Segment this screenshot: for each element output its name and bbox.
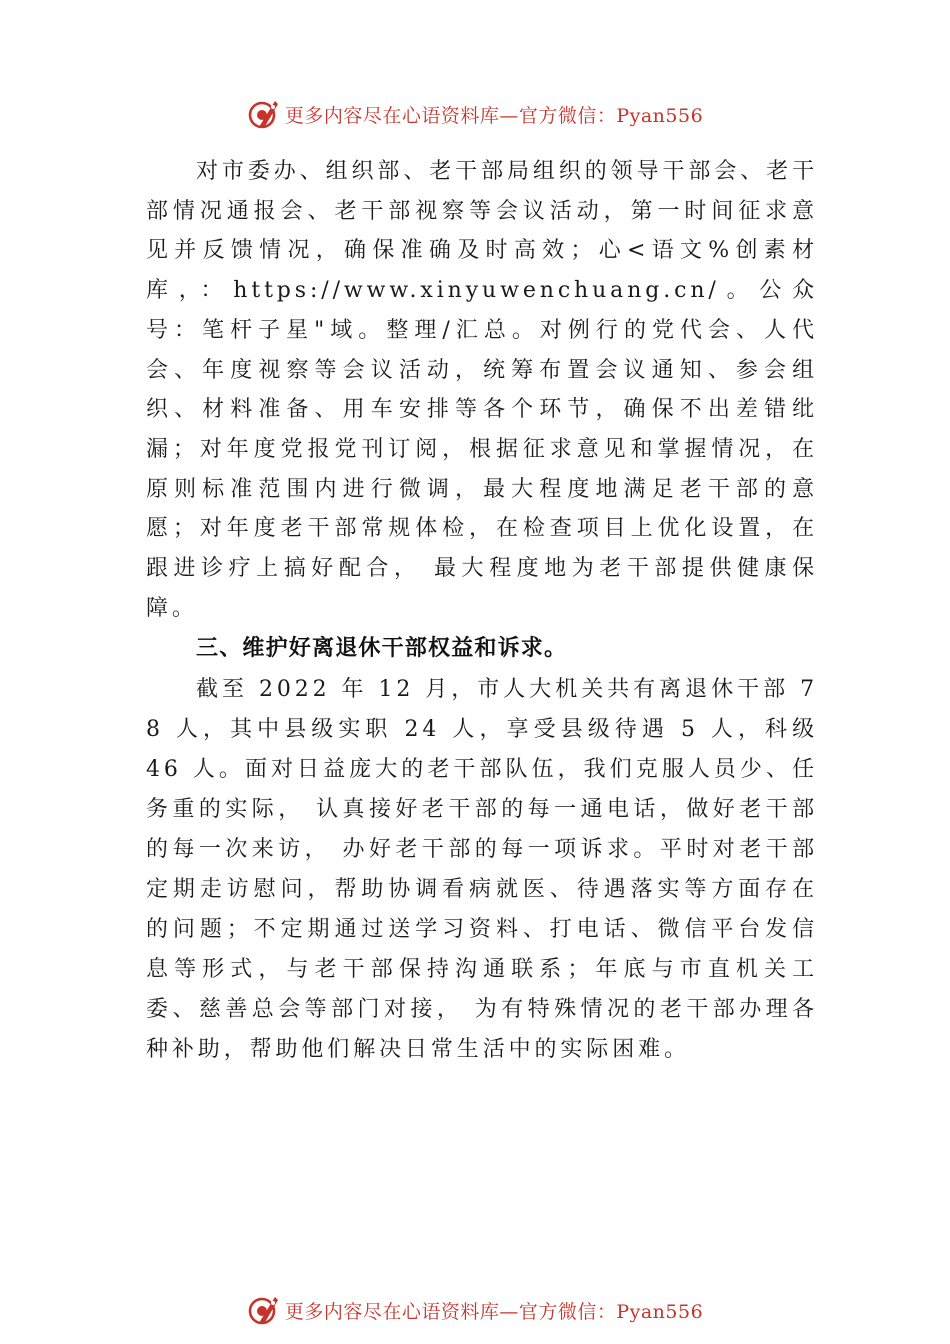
footer-brand-text: 更多内容尽在心语资料库—官方微信：Pyan556 [284, 1300, 704, 1323]
paragraph-meetings: 对市委办、组织部、老干部局组织的领导干部会、老干部情况通报会、老干部视察等会议活动，第一时间征求意见并反馈情况，确保准确及时高效；心<语文%创素材库，：https://www.xinyuwenchuang.cn/。公众号：笔杆子星"域。整理/汇总。对例行的党代会、人代会、年度视察等会议活动，统筹布置会议通知、参会组织、材料准备、用车安排等各个环节，确保不出差错纰漏；对年度党报党刊订阅，根据征求意见和掌握情况，在原则标准范围内进行微调，最大程度地满足老干部的意愿；对年度老干部常规体检，在检查项目上优化设置，在跟进诊疗上搞好配合， 最大程度地为老干部提供健康保障。 [146, 159, 818, 621]
pen-nib-logo-icon [247, 97, 281, 131]
pen-nib-logo-icon [247, 1293, 281, 1327]
paragraph-retirees: 截至 2022 年 12 月，市人大机关共有离退休干部 78 人，其中县级实职 24 人，享受县级待遇 5 人，科级 46 人。面对日益庞大的老干部队伍，我们克服人员少、任务重的实际， 认真接好老干部的每一通电话，做好老干部的每一次来访， 办好老干部的每一项诉求。平时对老干部定期走访慰问，帮助协调看病就医、待遇落实等方面存在的问题；不定期通过送学习资料、打电话、微信平台发信息等形式，与老干部保持沟通联系；年底与市直机关工委、慈善总会等部门对接， 为有特殊情况的老干部办理各种补助，帮助他们解决日常生活中的实际困难。 [146, 677, 818, 1063]
document-body [146, 152, 818, 1070]
header-brand-text: 更多内容尽在心语资料库—官方微信：Pyan556 [284, 104, 704, 127]
footer-banner [0, 1290, 950, 1330]
header-banner [0, 94, 950, 134]
section-heading: 三、维护好离退休干部权益和诉求。 [196, 636, 568, 662]
